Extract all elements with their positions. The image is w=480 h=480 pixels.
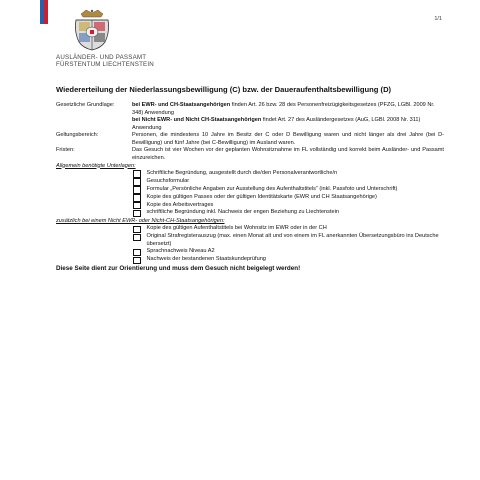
- row-label: Fristen:: [56, 147, 75, 153]
- checklist-item: [133, 248, 444, 256]
- checklist-item-label: Schriftliche Begründung, ausgestellt durch die/den Personalverantwortliche/n: [146, 170, 338, 176]
- flag-bar: [40, 0, 48, 24]
- office-line-2: FÜRSTENTUM LIECHTENSTEIN: [56, 61, 154, 69]
- checklist-item-label: Nachweis der bestandenen Staatskundeprüfung: [146, 256, 266, 263]
- page-number: 1/1: [434, 16, 442, 22]
- office-name: [56, 54, 154, 69]
- legal-basis-ewr-text: finden Art. 26 bzw. 28 des Personenfreizügigkeitsgesetzes (PFZG, LGBl. 2009 Nr. 348) Anwendung: [132, 102, 435, 116]
- checklist-item-label: Kopie des gültigen Passes oder der gültigen Identitätskarte (EWR und CH Staatsangehörige): [146, 193, 377, 200]
- checklist-item-label: Kopie des gültigen Aufenthaltstitels bei Wohnsitz im EWR oder in der CH: [146, 225, 327, 232]
- footer-note: Diese Seite dient zur Orientierung und muss dem Gesuch nicht beigelegt werden!: [56, 265, 301, 273]
- row-value: Personen, die mindestens 10 Jahre im Besitz der C oder D Bewilligung waren und nicht länger als drei Jahre (bei D-Bewilligung) und fünf Jahre (bei C-Bewilligung) im Ausland waren.: [132, 132, 444, 146]
- flag-red-stripe: [44, 0, 48, 24]
- checkbox[interactable]: [133, 249, 141, 257]
- checklist-item: [133, 194, 444, 202]
- row-geltungsbereich: [56, 132, 444, 147]
- checkbox[interactable]: [133, 170, 141, 178]
- checklist-item: [133, 233, 444, 248]
- checklist-item: [133, 170, 444, 178]
- checklist-item: [133, 202, 444, 210]
- row-fristen: [56, 147, 444, 162]
- checklist-item-label: Formular „Persönliche Angaben zur Ausstellung des Aufenthaltstitels“ (inkl. Passfoto und Unterschrift): [146, 185, 398, 192]
- coat-of-arms-icon: [73, 8, 111, 52]
- checkbox[interactable]: [133, 257, 141, 265]
- checkbox[interactable]: [133, 186, 141, 194]
- section-heading-non-ewr: zusätzlich bei einem Nicht EWR- oder Nicht-CH-Staatsangehörigen:: [56, 217, 225, 224]
- checklist-item: [133, 178, 444, 186]
- checkbox[interactable]: [133, 234, 141, 242]
- row-value: Das Gesuch ist vier Wochen vor der geplanten Wohnsitznahme im FL vollständig und korrekt beim Ausländer- und Passamt einzureichen.: [132, 147, 444, 161]
- checkbox[interactable]: [133, 210, 141, 218]
- office-line-1: AUSLÄNDER- UND PASSAMT: [56, 54, 147, 61]
- row-gesetzliche-grundlage: [56, 102, 444, 132]
- legal-basis-non-ewr-text: findet Art. 27 des Ausländergesetzes (AuG, LGBl. 2008 Nr. 311) Anwendung: [132, 117, 421, 131]
- checklist-item-label: Original Strafregisterauszug (max. einen Monat alt und von einem im FL anerkannten Übersetzungsbüro ins Deutsche übersetzt): [146, 233, 439, 247]
- checklist-item-label: Gesuchsformular: [146, 177, 190, 184]
- checklist-item: [133, 209, 444, 217]
- document-title: Wiedererteilung der Niederlassungsbewilligung (C) bzw. der Daueraufenthaltsbewilligung (D): [56, 85, 392, 94]
- row-label: Gesetzliche Grundlage:: [56, 102, 115, 108]
- checklist-item: [133, 186, 444, 194]
- document-body: [56, 102, 444, 273]
- checkbox[interactable]: [133, 202, 141, 210]
- section-heading-general: Allgemein benötigte Unterlagen:: [56, 162, 136, 169]
- checklist-item: [133, 256, 444, 264]
- row-value: [132, 102, 444, 132]
- checklist-item-label: Kopie des Arbeitsvertrages: [146, 201, 214, 208]
- row-label: Geltungsbereich:: [56, 132, 99, 138]
- checkbox[interactable]: [133, 194, 141, 202]
- checklist-item-label: Sprachnachweis Niveau A2: [146, 248, 215, 255]
- checkbox[interactable]: [133, 178, 141, 186]
- legal-basis-non-ewr-label: bei Nicht EWR- und Nicht CH-Staatsangehörigen: [132, 117, 262, 123]
- checkbox[interactable]: [133, 226, 141, 234]
- checklist-item-label: schriftliche Begründung inkl. Nachweis der engen Beziehung zu Liechtenstein: [146, 209, 339, 216]
- legal-basis-ewr-label: bei EWR- und CH-Staatsangehörigen: [132, 102, 231, 108]
